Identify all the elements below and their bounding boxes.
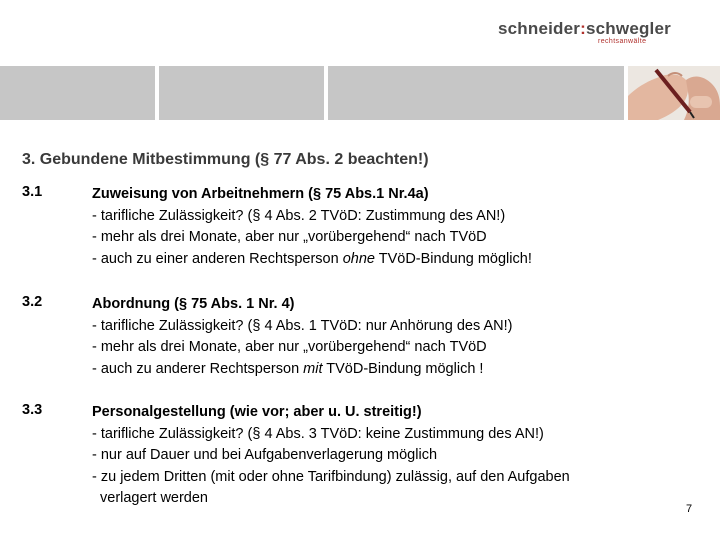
- section-line: - nur auf Dauer und bei Aufgabenverlagerung möglich: [92, 447, 438, 463]
- slide-heading: 3. Gebundene Mitbestimmung (§ 77 Abs. 2 beachten!): [22, 151, 429, 168]
- section-title: Abordnung (§ 75 Abs. 1 Nr. 4): [92, 296, 295, 312]
- logo-right: schwegler: [586, 19, 671, 38]
- page-number: 7: [686, 503, 693, 515]
- header-band-2: [159, 66, 324, 120]
- firm-logo: [498, 19, 698, 39]
- hand-writing-photo: [628, 66, 720, 120]
- section-title: Zuweisung von Arbeitnehmern (§ 75 Abs.1 Nr.4a): [92, 186, 429, 202]
- emphasis: mit: [303, 360, 323, 377]
- section-body: [92, 294, 512, 380]
- section-line: - auch zu einer anderen Rechtsperson ohne TVöD-Bindung möglich!: [92, 250, 532, 267]
- section-line: verlagert werden: [100, 490, 208, 506]
- section-line: - tarifliche Zulässigkeit? (§ 4 Abs. 1 TVöD: nur Anhörung des AN!): [92, 317, 513, 334]
- logo-subtitle: rechtsanwälte: [598, 38, 647, 45]
- header-band-3: [328, 66, 624, 120]
- section-body: [92, 402, 570, 510]
- header-band-1: [0, 66, 155, 120]
- logo-left: schneider: [498, 19, 581, 38]
- emphasis: ohne: [342, 250, 375, 267]
- section-body: [92, 184, 532, 270]
- section-line: - auch zu anderer Rechtsperson mit TVöD-Bindung möglich !: [92, 360, 484, 377]
- section-title: Personalgestellung (wie vor; aber u. U. streitig!): [92, 404, 422, 420]
- section-line: - mehr als drei Monate, aber nur „vorübergehend“ nach TVöD: [92, 339, 487, 355]
- section-line: - zu jedem Dritten (mit oder ohne Tarifbindung) zulässig, auf den Aufgaben: [92, 468, 570, 485]
- section-number: 3.3: [22, 402, 43, 418]
- section-number: 3.1: [22, 184, 43, 200]
- section-line: - mehr als drei Monate, aber nur „vorübergehend“ nach TVöD: [92, 229, 487, 245]
- section-line: - tarifliche Zulässigkeit? (§ 4 Abs. 3 TVöD: keine Zustimmung des AN!): [92, 425, 544, 442]
- section-line: - tarifliche Zulässigkeit? (§ 4 Abs. 2 TVöD: Zustimmung des AN!): [92, 207, 506, 224]
- section-number: 3.2: [22, 294, 43, 310]
- logo-separator: :: [580, 19, 586, 38]
